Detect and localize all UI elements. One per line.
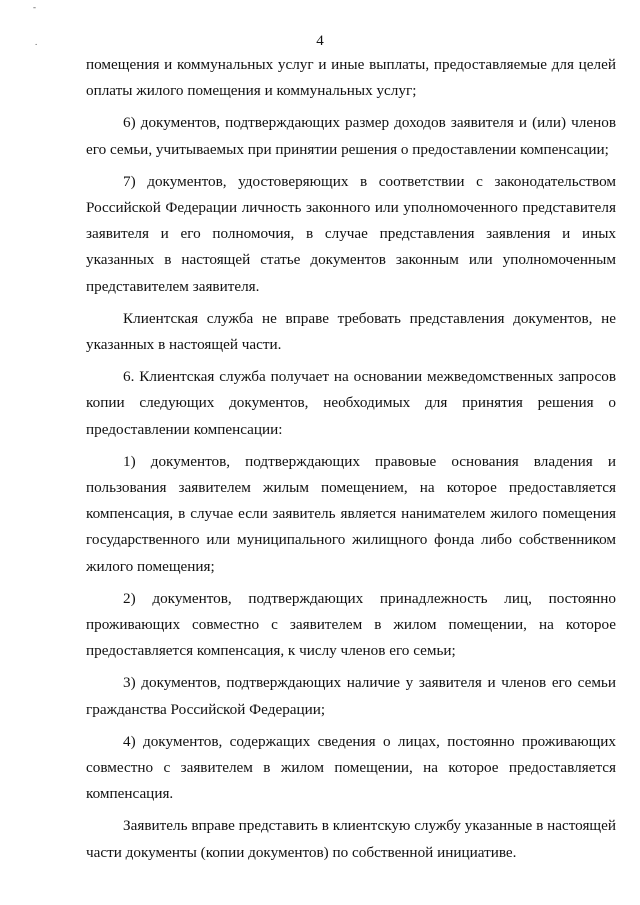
paragraph: 1) документов, подтверждающих правовые основания владения и пользования заявителем жилым помещением, на которое предоставляется компенсация, в случае если заявитель является нанимателем жилого помещения государственного или муниципального жилищного фонда либо собственником жилого помещения; — [86, 452, 616, 575]
paragraph: 7) документов, удостоверяющих в соответствии с законодательством Российской Федерации личность законного или уполномоченного представителя заявителя и его полномочия, в случае представления заявления и иных указанных в настоящей статье документов законным или уполномоченным представителем заявителя. — [86, 172, 616, 295]
scan-mark: . — [35, 37, 38, 47]
scan-mark: - — [33, 2, 36, 12]
paragraph: 4) документов, содержащих сведения о лицах, постоянно проживающих совместно с заявителем в жилом помещении, на которое предоставляется компенсация. — [86, 732, 616, 803]
document-body — [86, 52, 616, 872]
page-number: 4 — [316, 33, 324, 49]
paragraph: помещения и коммунальных услуг и иные выплаты, предоставляемые для целей оплаты жилого помещения и коммунальных услуг; — [86, 56, 616, 100]
paragraph: 2) документов, подтверждающих принадлежность лиц, постоянно проживающих совместно с заявителем в жилом помещении, на которое предоставляется компенсация, к числу членов его семьи; — [86, 589, 616, 660]
paragraph: 3) документов, подтверждающих наличие у заявителя и членов его семьи гражданства Российской Федерации; — [86, 674, 616, 718]
paragraph: Заявитель вправе представить в клиентскую службу указанные в настоящей части документы (копии документов) по собственной инициативе. — [86, 817, 616, 861]
paragraph: 6) документов, подтверждающих размер доходов заявителя и (или) членов его семьи, учитываемых при принятии решения о предоставлении компенсации; — [86, 114, 616, 158]
paragraph: 6. Клиентская служба получает на основании межведомственных запросов копии следующих документов, необходимых для принятия решения о предоставлении компенсации: — [86, 368, 616, 438]
paragraph: Клиентская служба не вправе требовать представления документов, не указанных в настоящей части. — [86, 309, 616, 354]
